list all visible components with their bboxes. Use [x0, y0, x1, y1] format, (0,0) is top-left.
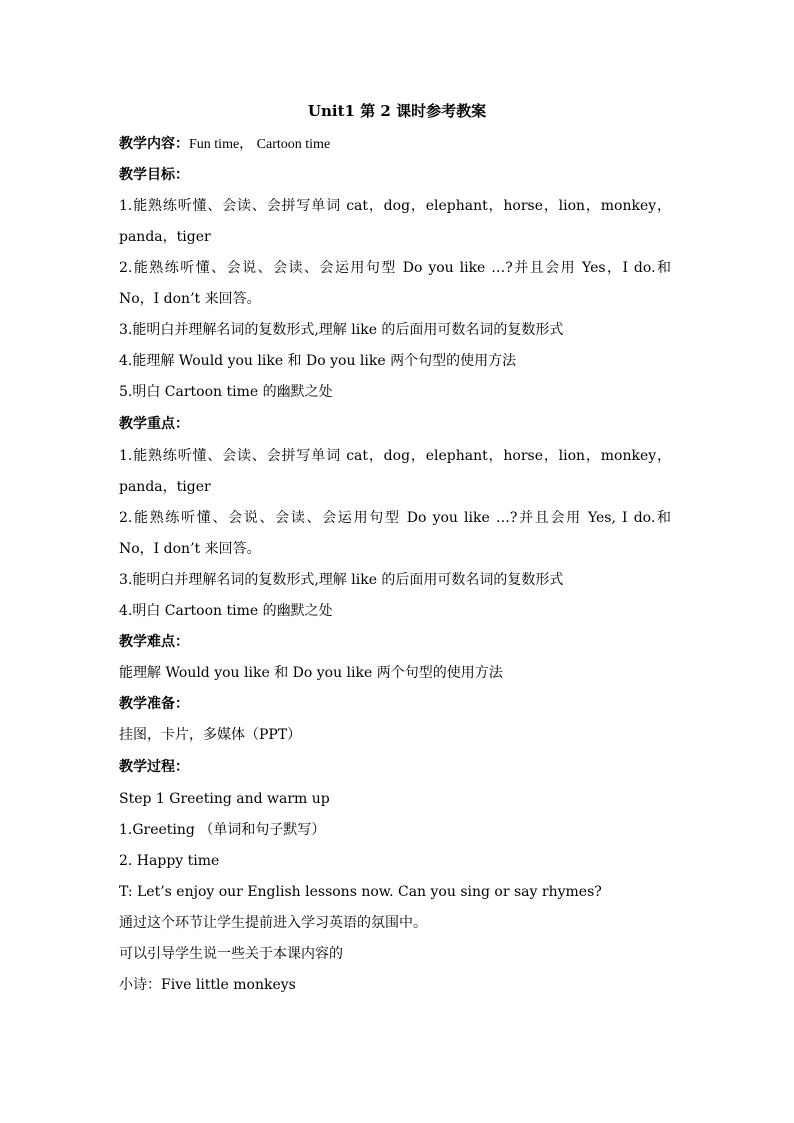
key-points-heading: 教学重点：: [119, 416, 189, 432]
goal-line: 2.能熟练听懂、会说、会读、会运用句型 Do you like …?并且会用 Yes，I do.和: [119, 260, 671, 276]
preparation-line: 挂图，卡片，多媒体（PPT）: [119, 727, 302, 743]
goal-line: 1.能熟练听懂、会读、会拼写单词 cat，dog，elephant，horse，lion，monkey，: [119, 198, 671, 214]
goals-heading: 教学目标：: [119, 167, 189, 183]
goal-line: No，I don’t 来回答。: [119, 291, 261, 307]
document-title: Unit1 第 2 课时参考教案: [307, 102, 487, 120]
key-point-line: 3.能明白并理解名词的复数形式,理解 like 的后面用可数名词的复数形式: [119, 572, 564, 588]
process-line: 可以引导学生说一些关于本课内容的: [119, 946, 343, 962]
content-value: Fun time， Cartoon time: [189, 137, 331, 152]
process-line: 通过这个环节让学生提前进入学习英语的氛围中。: [119, 915, 427, 931]
goal-line: 4.能理解 Would you like 和 Do you like 两个句型的使用方法: [119, 353, 517, 369]
goal-line: panda，tiger: [119, 229, 211, 245]
preparation-heading: 教学准备：: [119, 696, 189, 712]
key-point-line: panda，tiger: [119, 479, 211, 495]
content-label: 教学内容：: [119, 136, 189, 152]
process-line: 1.Greeting （单词和句子默写）: [119, 822, 326, 838]
goal-line: 3.能明白并理解名词的复数形式,理解 like 的后面用可数名词的复数形式: [119, 322, 564, 338]
key-point-line: 1.能熟练听懂、会读、会拼写单词 cat，dog，elephant，horse，lion，monkey，: [119, 448, 671, 464]
key-point-line: 2.能熟练听懂、会说、会读、会运用句型 Do you like …?并且会用 Yes, I do.和: [119, 510, 671, 526]
difficulty-line: 能理解 Would you like 和 Do you like 两个句型的使用方法: [119, 665, 503, 681]
process-line: T: Let’s enjoy our English lessons now. Can you sing or say rhymes?: [119, 884, 602, 900]
key-point-line: 4.明白 Cartoon time 的幽默之处: [119, 603, 333, 619]
difficulties-heading: 教学难点：: [119, 634, 189, 650]
key-point-line: No，I don’t 来回答。: [119, 541, 261, 557]
goal-line: 5.明白 Cartoon time 的幽默之处: [119, 384, 333, 400]
process-line: 小诗：Five little monkeys: [119, 977, 296, 993]
process-heading: 教学过程：: [119, 759, 189, 775]
process-line: Step 1 Greeting and warm up: [119, 791, 330, 807]
process-line: 2. Happy time: [119, 853, 220, 869]
teaching-content: [119, 133, 679, 156]
